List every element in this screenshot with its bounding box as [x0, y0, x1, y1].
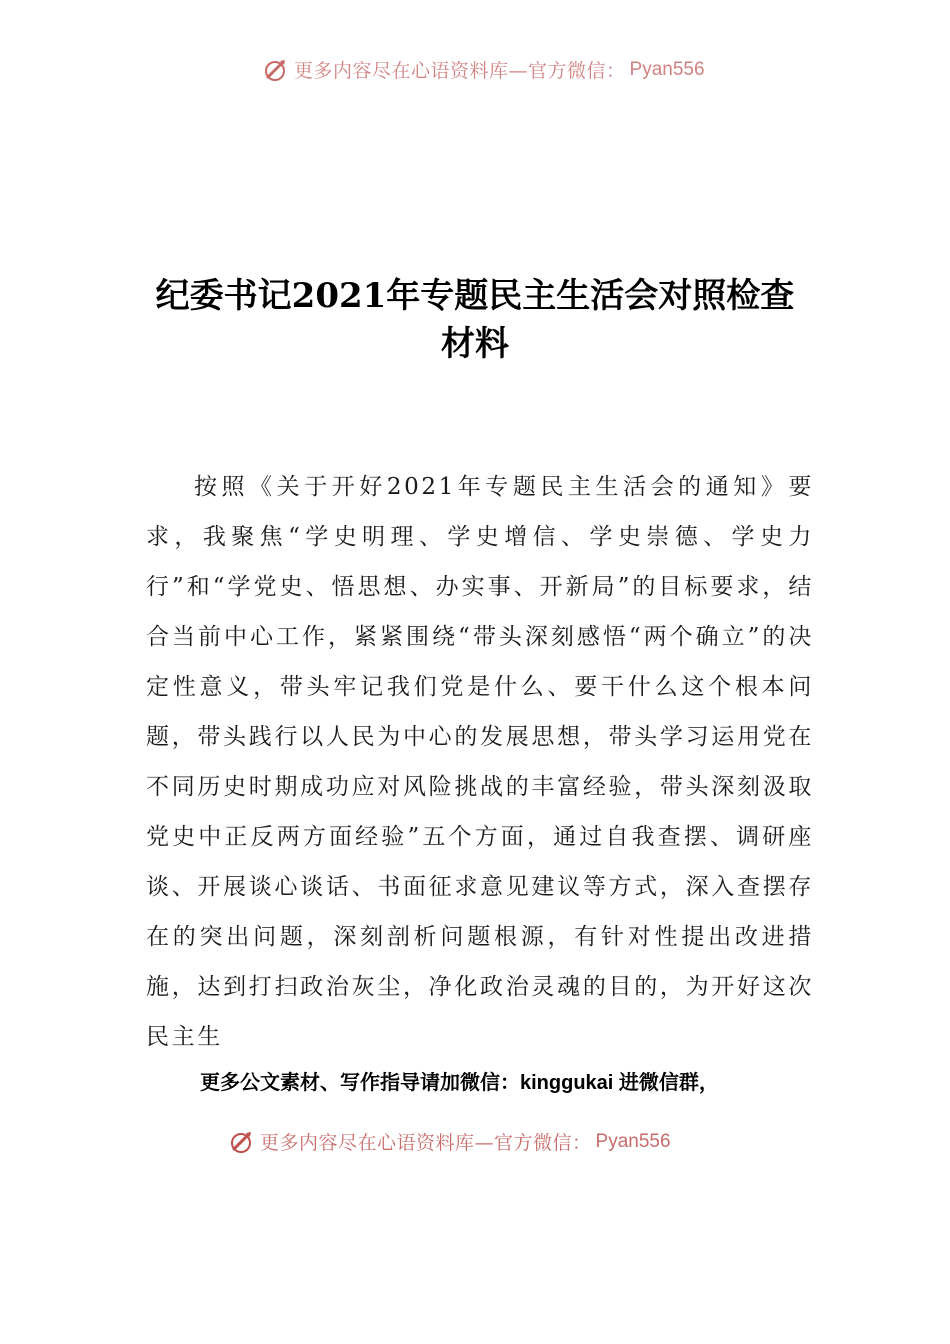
- watermark-text: 更多内容尽在心语资料库—官方微信：: [294, 60, 626, 82]
- watermark-logo-icon: [228, 1129, 254, 1155]
- title-line-2: 材料: [441, 324, 509, 364]
- watermark-wechat-id: Pyan556: [629, 58, 705, 80]
- body-paragraph: 按照《关于开好2021年专题民主生活会的通知》要求，我聚焦“学史明理、学史增信、学史崇德、学史力行”和“学党史、悟思想、办实事、开新局”的目标要求，结合当前中心工作，紧紧围绕“带头深刻感悟“两个确立”的决定性意义，带头牢记我们党是什么、要干什么这个根本问题，带头践行以人民为中心的发展思想，带头学习运用党在不同历史时期成功应对风险挑战的丰富经验，带头深刻汲取党史中正反两方面经验”五个方面，通过自我查摆、调研座谈、开展谈心谈话、书面征求意见建议等方式，深入查摆存在的突出问题，深刻剖析问题根源，有针对性提出改进措施，达到打扫政治灰尘，净化政治灵魂的目的，为开好这次民主生: [146, 474, 814, 1050]
- header-watermark: [262, 56, 705, 83]
- watermark-text: 更多内容尽在心语资料库—官方微信：: [260, 1132, 592, 1154]
- watermark-logo-icon: [262, 57, 288, 83]
- document-title: [100, 272, 850, 368]
- footer-note: 更多公文素材、写作指导请加微信：kinggukai 进微信群，: [200, 1072, 719, 1094]
- title-line-1: 纪委书记2021年专题民主生活会对照检查: [155, 276, 795, 316]
- watermark-wechat-id: Pyan556: [595, 1130, 671, 1152]
- footer-watermark: [228, 1128, 671, 1155]
